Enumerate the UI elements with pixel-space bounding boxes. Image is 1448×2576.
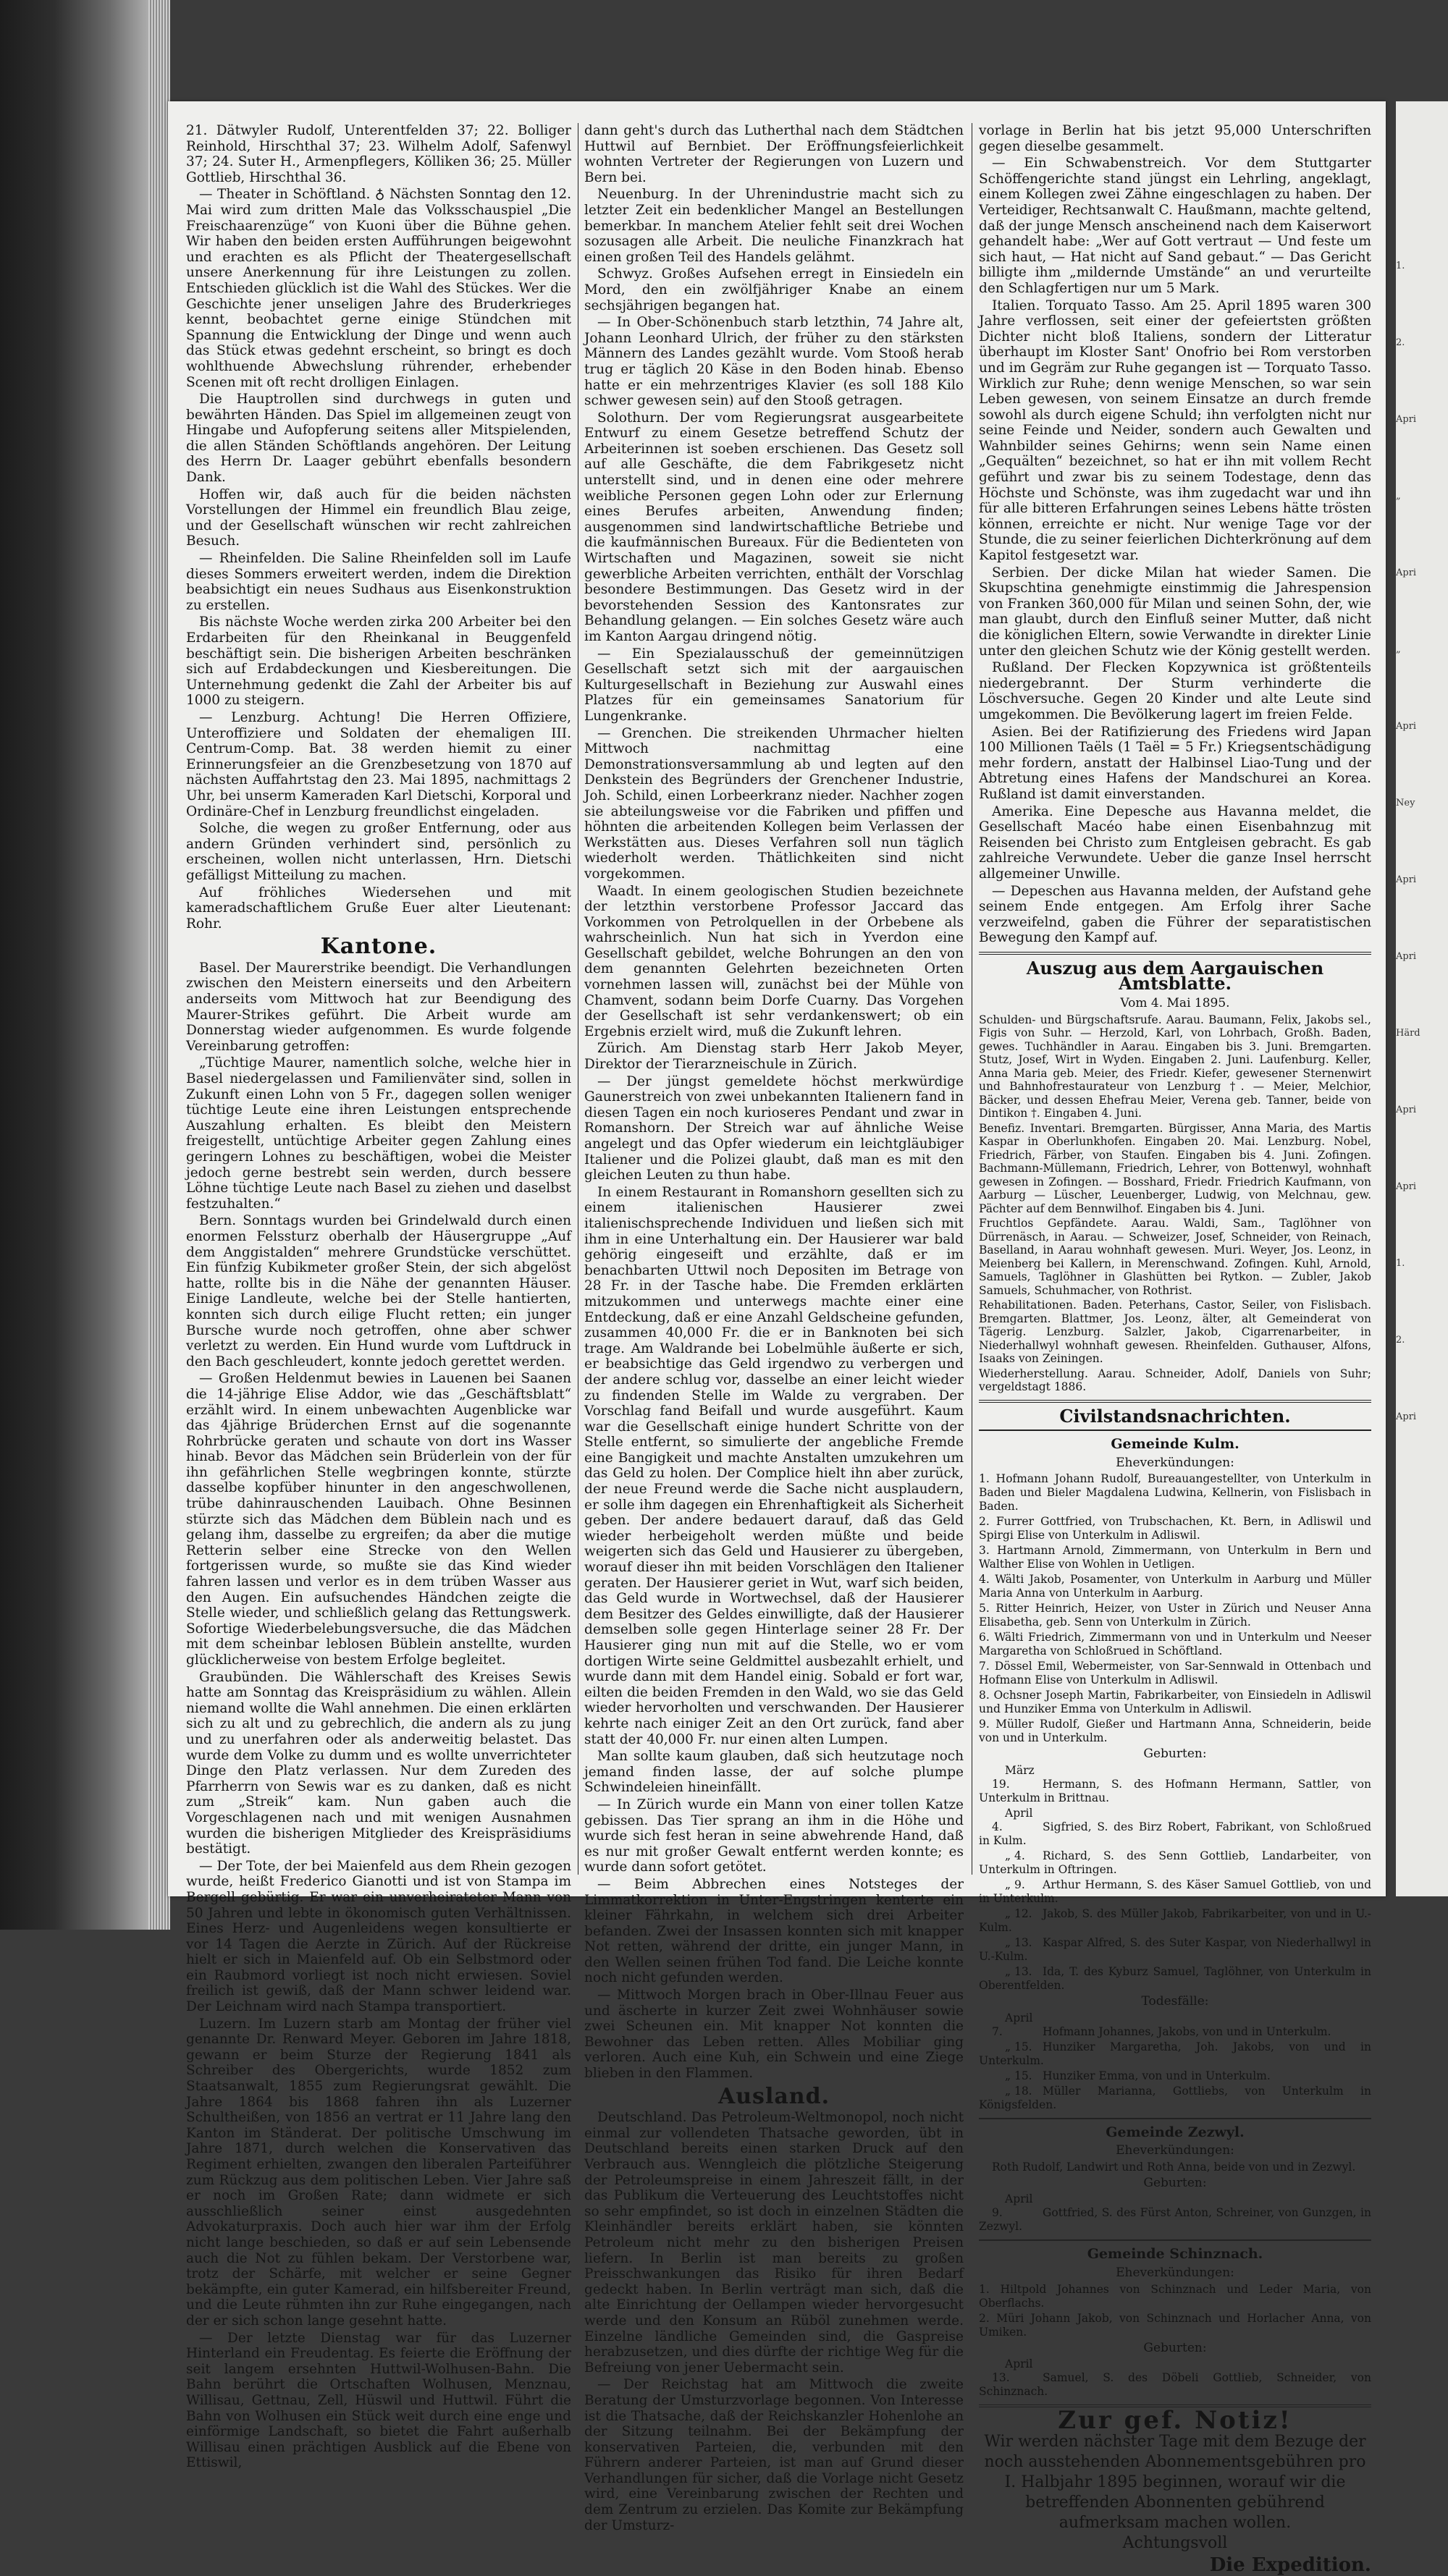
article-deutschland: Deutschland. Das Petroleum-Weltmonopol, noch nicht einmal zur vollendeten Thatsache geworden, übt in Deutschland bereits einen starken Druck auf den Verbrauch aus. Wenngleich die plötzliche Steigerung der Petroleumspreise in einem Jahreszeit fällt, in der das Publikum die Verteuerung des Leuchtstoffes nicht so sehr empfindet, so ist doch in einzelnen Städten die Kleinhändler bereits erklärt haben, sie könnten Petroleum nicht mehr zu den bisherigen Preisen liefern. In Berlin ist man bereits zu großen Preisschwankungen das Risiko für ihren Bedarf gedeckt haben. In Berlin verträgt man sich, daß die alte Einrichtung der Oellampen wieder hervorgesucht werde und den Konsum an Rüböl zunehmen werde. Einzelne ländliche Gemeinden sind, die Gaspreise herabzusetzen, und dies dürfte der richtige Weg für die Befreiung von jener Uebermacht sein. [584,2110,964,2376]
amtsblatt-schulden: Schulden- und Bürgschaftsrufe. Aarau. Baumann, Felix, Jakobs sel., Figis von Suhr. — Herzold, Karl, von Lohrbach, Großh. Baden, gewes. Tuchhändler in Aarau. Eingaben bis 3. Juni. Bremgarten. Stutz, Josef, Wirt in Wyden. Eingaben 2. Juni. Laufenburg. Keller, Anna Maria geb. Meier, des Friedr. Kiefer, gewesener Sternenwirt und Bahnhofrestaurateur von Lenzburg †. — Meier, Melchior, Bäcker, und dessen Ehefrau Meier, Verena geb. Tanner, beide von Dintikon †. Eingaben 4. Juni. [979,1013,1371,1120]
entry-text: Hofmann Johannes, Jakobs, von und in Unterkulm. [1043,2024,1331,2038]
adjacent-page-fragment: 1. [1396,261,1405,271]
article-zuerich: Zürich. Am Dienstag starb Herr Jakob Meyer, Direktor der Tierarzneischule in Zürich. [584,1041,964,1073]
article-zuerich-6: — Beim Abbrechen eines Notsteges der Limmatkorrektion in Unter-Engstringen kenterte ein kleiner Fährkahn, in welchem sich drei Arbeiter befanden. Zwei der Insassen konnten sich mit knapper Not retten, während der dritte, ein junger Mann, in den Wellen seinen frühen Tod fand. Die Leiche konnte noch nicht gefunden werden. [584,1876,964,1986]
article-zuerich-2: — Der jüngst gemeldete höchst merkwürdige Gaunerstreich von zwei unbekannten Italienern fand in diesen Tagen ein noch kurioseres Pendant und zwar in Romanshorn. Der Streich war auf ähnliche Weise angelegt und das Opfer wiederum ein leichtgläubiger Italiener und die Polizei glaubt, daß man es mit den gleichen Leuten zu thun habe. [584,1073,964,1183]
entry-date: „ 13. [1005,1936,1032,1950]
list-item: 8. Ochsner Joseph Martin, Fabrikarbeiter, von Einsiedeln in Adliswil und Hunziker Emma von Unterkulm in Adliswil. [979,1689,1371,1716]
adjacent-page-fragment: Apri [1396,567,1417,578]
section-divider [979,952,1371,955]
adjacent-page-fragment: „ [1396,491,1401,502]
list-item [979,1878,1371,1906]
article-luzern-2: — Der letzte Dienstag war für das Luzerner Hinterland ein Freudentag. Es feierte die Eröffnung der seit langem ersehnten Huttwil-Wolhusen-Bahn. Die Bahn berührt die Ortschaften Wolhusen, Menznau, Willisau, Gettnau, Zell, Hüswil und Huttwil. Führt die Bahn von Wolhusen ein Stück weit durch eine enge und einförmige Landschaft, so bietet die Fahrt außerhalb Willisau einen prächtigen Ausblick auf die Ebene von Ettiswil, [186,2330,571,2471]
entry-text: Sigfried, S. des Birz Robert, Fabrikant, von Schloßrued in Kulm. [979,1820,1371,1848]
article-bern-2: — Großen Heldenmut bewies in Lauenen bei Saanen die 14-jährige Elise Addor, wie das „Geschäftsblatt“ erzählt wird. In einem unbewachten Augenblicke war das 4jährige Brüderchen Ernst auf die sogenannte Rohrbrücke geraten und schaute von dort ins Wasser hinab. Bevor das Mädchen sein Brüderlein von der für ihn gefährlichen Stelle wegbringen konnte, stürzte dasselbe kopfüber hinunter in den angeschwollenen, trübe dahinrauschenden Lauibach. Ohne Besinnen stürzte sich das Mädchen dem Büblein nach und es gelang ihm, dasselbe zu ergreifen; da aber die mutige Retterin selber eine Strecke von den Wellen fortgerissen wurde, so mußte sie das Kind wieder fahren lassen und verlor es in dem trüben Wasser aus den Augen. Ein aufsuchendes Händchen zeigte die Stelle wieder, und schließlich gelang das Rettungswerk. Sofortige Wiederbelebungsversuche, die das Mädchen mit dem scheinbar leblosen Büblein anstellte, wurden glücklicherweise von bestem Erfolge begleitet. [186,1371,571,1668]
entry-text: Jakob, S. des Müller Jakob, Fabrikarbeiter, von und in U.-Kulm. [979,1907,1371,1935]
todesfaelle-label: Todesfälle: [1141,1994,1209,2009]
list-item [979,1965,1371,1993]
article-zuerich-7: — Mittwoch Morgen brach in Ober-Illnau Feuer aus und äscherte in kurzer Zeit zwei Wohnhäuser sowie zwei Scheunen ein. Mit knapper Not konnten die Bewohner das Leben retten. Alles Mobiliar ging verloren. Auch eine Kuh, ein Schwein und eine Ziege blieben in den Flammen. [584,1988,964,2082]
article-zuerich-3: In einem Restaurant in Romanshorn gesellten sich zu einem italienischen Hausierer zwei italienischsprechende Individuen und ließen sich mit ihm in eine Unterhaltung ein. Der Hausierer war bald gehörig eingeseift und erzählte, daß er im benachbarten Uttwil noch Depositen im Betrage von 28 Fr. in der Tasche habe. Die Fremden erklärten mitzukommen und unterwegs machte einer eine Entdeckung, daß er eine Anzahl Geldscheine gefunden, zusammen 40,000 Fr. die er in Banknoten bei sich trage. Am Waldrande bei Lobelmühle äußerte er sich, er beabsichtige das Geld irgendwo zu verbergen und der andere schlug vor, dasselbe an einer leicht wieder zu findenden Stelle im Walde zu vergraben. Der Vorschlag fand Beifall und wurde ausgeführt. Kaum war die Gesellschaft einige hundert Schritte von der Stelle entfernt, so simulierte der angebliche Fremde eine Bangigkeit und machte Anstalten umzukehren um das Geld zu holen. Der Complice hielt ihn aber zurück, der neue Freund werde die Sache nicht ausplaudern, er solle ihm dagegen ein Ehrenhaftigkeit als Sicherheit geben. Der andere bedauert darauf, daß das Geld wieder herbeigeholt werden müßte und beide weigerten sich das Geld und Hausierer zu übergeben, worauf dieser ihn mit beiden Vorschlägen den Italiener geraten. Der Hausierer geriet in Wut, warf sich beiden, das Geld wurde in Wortwechsel, daß der Hausierer dem Besitzer des Geldes einwilligte, daß der Hausierer demselben solle gegen Hinterlage seiner 28 Fr. Der Hausierer ging nun mit auf die Stelle, wo er vom dortigen Wirte seine Geldmittel ausbezahlt erhielt, und wurde dann mit dem Handel einig. Sobald er fort war, eilten die beiden Fremden in den Wald, wo sie das Geld wieder hervorholten und verschwanden. Der Hausierer kehrte nach einiger Zeit an den Ort zurück, fand aber statt der 40,000 Fr. nur einen alten Lumpen. [584,1184,964,1747]
section-divider [979,2118,1371,2119]
gemeinde-zezwyl-heading: Gemeinde Zezwyl. [1106,2124,1245,2140]
article-theater-wish: Hoffen wir, daß auch für die beiden nächsten Vorstellungen der Himmel ein freundlich Blau zeige, und der Gesellschaft wünschen wir recht zahlreichen Besuch. [186,486,571,549]
list-item: 2. Müri Johann Jakob, von Schinznach und Horlacher Anna, von Umiken. [979,2311,1371,2339]
geburten-label: Geburten: [1143,1747,1207,1762]
list-item [979,2011,1371,2039]
section-divider [979,1400,1371,1403]
adjacent-page-fragment: 2. [1396,337,1405,348]
list-item [979,2069,1371,2083]
article-graubuenden-2: — Der Tote, der bei Maienfeld aus dem Rhein gezogen wurde, heißt Frederico Gianotti und ist von Stampa im Bergell gebürtig. Er war ein unverheirateter Mann von 50 Jahren und lebte in ökonomisch guten Verhältnissen. Eines Herz- und Augenleidens wegen konsultierte er vor 14 Tagen die Aerzte in Zürich. Auf der Rückreise hielt er sich in Maienfeld auf. Ob ein Selbstmord oder ein Raubmord vorliegt ist noch nicht erwiesen. Soviel freilich ist gewiß, daß der Mann schwer leidend war. Der Leichnam wird nach Stampa transportiert. [186,1858,571,2015]
notice-signature: Die Expedition. [1209,2554,1371,2576]
adjacent-page-fragment: Apri [1396,1411,1417,1422]
list-item [979,1807,1371,1848]
adjacent-page-edge [1396,101,1448,1896]
amtsblatt-gepfaendete: Fruchtlos Gepfändete. Aarau. Waldi, Sam., Taglöhner von Dürrenäsch, in Aarau. — Schweizer, Josef, Schneider, von Reinach, Baselland, in Aarau wohnhaft gewesen. Muri. Weyer, Jos. Leonz, in Meienberg bei Kallern, in Merenschwand. Zofingen. Kuhl, Arnold, Samuels, Taglöhner in Glashütten bei Rytkon. — Zubler, Jakob Samuels, Schuhmacher, von Rothrist. [979,1217,1371,1297]
entry-date: „ 12. [1005,1907,1032,1921]
article-russland: Rußland. Der Flecken Kopzywnica ist größtenteils niedergebrannt. Der Sturm verhinderte die Löschversuche. Gegen 20 Kinder und alte Leute sind umgekommen. Die Bevölkerung lagert im freien Felde. [979,660,1371,722]
list-item: 1. Hiltpold Johannes von Schinznach und Leder Maria, von Oberflachs. [979,2282,1371,2310]
geburten-label: Geburten: [1143,2175,1207,2190]
entry-date: „ 15. [1005,2040,1032,2053]
article-serbien: Serbien. Der dicke Milan hat wieder Samen. Die Skupschtina genehmigte einstimmig die Jahrespension von Franken 360,000 für Milan und seinen Sohn, der, wie man glaubt, durch den Einfluß seiner Mutter, daß nicht die königlichen Eltern, sowie Verwandte in direkter Linie unter den gleichen Schutz wie der König gestellt werden. [979,565,1371,659]
section-divider [979,1430,1371,1431]
list-item [979,1936,1371,1964]
article-zuerich-4: Man sollte kaum glauben, daß sich heutzutage noch jemand finden lasse, der auf solche plumpe Schwindeleien hineinfällt. [584,1749,964,1796]
section-heading-ausland: Ausland. [717,2083,830,2109]
entry-text: Müller Marianna, Gottliebs, von Unterkulm in Königsfelden. [979,2084,1371,2111]
amtsblatt-inventar: Benefiz. Inventari. Bremgarten. Bürgisser, Anna Maria, des Martis Kaspar in Oberlunkhofen. Eingaben 20. Mai. Lenzburg. Nobel, Friedrich, Färber, von Staufen. Eingaben bis 4. Juni. Zofingen. Bachmann-Müllemann, Friedrich, Lehrer, von Bottenwyl, wohnhaft gewesen in Zofingen. — Bosshard, Friedr. Friedrich Kaufmann, von Aarburg — Lüscher, Leuenberger, Ludwig, von Melchnau, gew. Pächter auf dem Bennwilhof. Eingaben bis 4. Juni. [979,1121,1371,1215]
article-deutschland-2: — Der Reichstag hat am Mittwoch die zweite Beratung der Umsturzvorlage begonnen. Von Interesse ist die Thatsache, daß der Reichskanzler Hohenlohe an der Sitzung teilnahm. Bei der Bekämpfung der konservativen Parteien, die, verbunden mit den Führern anderer Parteien, ist man auf Grund dieser Verhandlungen für sicher, daß die Vorlage nicht Gesetz wird, eine Vereinbarung zwischen der Rechten und dem Zentrum zu erzielen. Das Komite zur Bekämpfung der Umsturz- [584,2377,964,2533]
entry-text: Hunziker Emma, von und in Unterkulm. [1043,2069,1271,2082]
entry-date: April 4. [992,1807,1033,1834]
article-luzern-cont: dann geht's durch das Lutherthal nach dem Städtchen Huttwil auf Bernbiet. Der Eröffnungsfeierlichkeit wohnten Vertreter der Regierungen von Luzern und Bern bei. [584,123,964,185]
article-asien: Asien. Bei der Ratifizierung des Friedens wird Japan 100 Millionen Taëls (1 Taël = 5 Fr.) Kriegsentschädigung mehr fordern, anstatt der Halbinsel Liao-Tung und der Abtretung eines Hafens der Mandschurei an Korea. Rußland ist damit einverstanden. [979,724,1371,802]
adjacent-page-fragment: 1. [1396,1258,1405,1269]
entry-date: April 7. [992,2011,1033,2038]
list-item: 6. Wälti Friedrich, Zimmermann von und in Unterkulm und Neeser Margaretha von Schloßrued in Schöftland. [979,1631,1371,1658]
entry-date: April 9. [992,2192,1033,2220]
eheverkuendungen-label: Eheverkündungen: [1116,1455,1234,1470]
article-theater-roles: Die Hauptrollen sind durchwegs in guten und bewährten Händen. Das Spiel im allgemeinen zeugt von Hingabe und Aufopferung seitens aller Mitspielenden, die allen Ständen Schöftlands angehören. Der Leitung des Herrn Dr. Laager gebührt ebenfalls besondern Dank. [186,392,571,486]
entry-text: Samuel, S. des Döbeli Gottlieb, Schneider, von Schinznach. [979,2371,1371,2399]
adjacent-page-fragment: Ney [1396,798,1415,808]
newspaper-page [168,101,1386,2576]
article-rheinfelden-2: Bis nächste Woche werden zirka 200 Arbeiter bei den Erdarbeiten für den Rheinkanal in Beuggenfeld beschäftigt sein. Die bisherigen Arbeiten beschränken sich auf Erdabdeckungen und Kiesbereitungen. Die Unternehmung gedenkt die Zahl der Arbeiter bis auf 1000 zu steigern. [186,615,571,709]
entry-date: „ 13. [1005,1965,1032,1979]
entry-text: Kaspar Alfred, S. des Suter Kaspar, von Niederhallwyl in U.-Kulm. [979,1936,1371,1964]
adjacent-page-fragment: Apri [1396,951,1417,962]
list-item [979,2357,1371,2399]
book-binding [0,0,156,1930]
amtsblatt-wiederherstellung: Wiederherstellung. Aarau. Schneider, Adolf, Daniels von Suhr; vergeldstagt 1886. [979,1367,1371,1394]
article-neuenburg: Neuenburg. In der Uhrenindustrie macht sich zu letzter Zeit ein bedenklicher Mangel an Bestellungen bemerkbar. In manchem Atelier fehlt seit drei Wochen sozusagen alle Arbeit. Die neuliche Finanzkrach hat einen großen Teil des Handels gelähmt. [584,187,964,265]
article-rheinfelden: — Rheinfelden. Die Saline Rheinfelden soll im Laufe dieses Sommers erweitert werden, indem die Direktion beabsichtigt ein neues Sudhaus aus Eisenkonstruktion zu erstellen. [186,551,571,613]
article-schwabenstreich: — Ein Schwabenstreich. Vor dem Stuttgarter Schöffengerichte stand jüngst ein Lehrling, angeklagt, einem Kollegen zwei Zähne eingeschlagen zu haben. Der Verteidiger, Rechtsanwalt C. Haußmann, machte geltend, daß der junge Mensch anscheinend nach dem Kaiserwort gehandelt habe: „Wer auf Gott vertraut — Und feste um sich haut, — Hat nicht auf Sand gebaut.“ — Das Gericht billigte ihm „mildernde Umstände“ an und verurteilte den Schlagfertigen nur um 5 Mark. [979,156,1371,296]
list-item [979,2040,1371,2068]
article-lenzburg: — Lenzburg. Achtung! Die Herren Offiziere, Unteroffiziere und Soldaten der ehemaligen III. Centrum-Comp. Bat. 38 werden hiemit zu einer Erinnerungsfeier an die Grenzbesetzung von 1870 auf nächsten Auffahrtstag den 23. Mai 1895, nachmittags 2 Uhr, bei unserm Kameraden Karl Dietschi, Korporal und Ordinäre-Chef in Lenzburg freundlichst eingeladen. [186,709,571,819]
adjacent-page-fragment: Härd [1396,1028,1420,1039]
article-luzern: Luzern. Im Luzern starb am Montag der früher viel genannte Dr. Renward Meyer. Geboren im Jahre 1818, gewann er beim Sturze der Regierung 1841 als Schreiber des Obergerichts, wurde 1852 zum Staatsanwalt, 1855 zum Regierungsrat gewählt. Die Jahre 1864 bis 1868 fahren ihn als Luzerner Schultheißen, von 1856 an vertrat er 11 Jahre lang den Kanton im Ständerat. Der politische Umschwung im Jahre 1871, durch welchen die Konservativen das Regiment erhielten, zwangen den liberalen Parteiführer zum Rückzug aus dem politischen Leben. Vier Jahre saß er noch im Großen Rate; dann widmete er sich ausschließlich seiner einst ausgedehnten Advokaturpraxis. Doch auch hier war ihm der Erfolg nicht lange beschieden, so daß er auf sein Lebensende auch die Not zu fühlen bekam. Der Verstorbene war, trotz der Schärfe, mit welcher er seine Gegner bekämpfte, ein guter Kamerad, ein hilfsbereiter Freund, und die Leute rühmten ihn zur Ruhe eingegangen, nach der er sich schon lange gesehnt hatte. [186,2016,571,2328]
adjacent-page-fragment: Apri [1396,874,1417,885]
geburten-label: Geburten: [1143,2340,1207,2355]
section-heading-kantone: Kantone. [320,934,437,960]
article-theater: — Theater in Schöftland. ♁ Nächsten Sonntag den 12. Mai wird zum dritten Male das Volksschauspiel „Die Freischaarenzüge“ von Kuoni über die Bühne gehen. Wir haben den beiden ersten Aufführungen beigewohnt und erachten es als Pflicht der Theatergesellschaft unsere Anerkennung für ihre Leistungen zu zollen. Entschieden glücklich ist die Wahl des Stückes. Wer die Geschichte jener unseligen Jahre des Bruderkrieges kennt, beobachtet gerne einige Stündchen mit Spannung die Entwicklung der Dinge und wenn auch das Stück etwas gedehnt erscheint, so bringt es doch wohlthuende Abwechslung rührender, erhebender Scenen mit oft recht drolligen Einlagen. [186,187,571,390]
gemeinde-kulm-heading: Gemeinde Kulm. [1111,1436,1239,1453]
entry-date: März 19. [992,1764,1035,1791]
article-lenzburg-2: Solche, die wegen zu großer Entfernung, oder aus andern Gründen verhindert sind, persönlich zu erscheinen, wollen nicht unterlassen, Hrn. Dietschi gefälligst Mitteilung zu machen. [186,821,571,883]
adjacent-page-fragment: „ [1396,644,1401,655]
column-2 [584,123,964,2533]
entry-date: „ 9. [1005,1878,1025,1892]
list-item: 5. Ritter Heinrich, Heizer, von Uster in Zürich und Neuser Anna Elisabetha, geb. Senn von Unterkulm in Zürich. [979,1602,1371,1629]
article-schwyz: Schwyz. Großes Aufsehen erregt in Einsiedeln ein Mord, den ein zwölfjähriger Knabe an einem sechsjährigen begangen hat. [584,266,964,313]
section-divider [979,2239,1371,2241]
gemeinde-schinznach-heading: Gemeinde Schinznach. [1087,2246,1263,2263]
entry-text: Arthur Hermann, S. des Käser Samuel Gottlieb, von und in Unterkulm. [979,1878,1371,1906]
eheverkuendungen-label: Eheverkündungen: [1116,2143,1234,2158]
notice-body: Wir werden nächster Tage mit dem Bezuge der noch ausstehenden Abonnementsgebühren pro I. Halbjahr 1895 beginnen, worauf wir die betreffenden Abonnenten gebührend aufmerksam machen wollen. [984,2432,1366,2532]
adjacent-page-fragment: Apri [1396,1181,1417,1192]
list-item: Roth Rudolf, Landwirt und Roth Anna, beide von und in Zezwyl. [992,2160,1356,2174]
amtsblatt-date: Vom 4. Mai 1895. [1120,996,1230,1011]
list-item: 4. Wälti Jakob, Posamenter, von Unterkulm in Aarburg und Müller Maria Anna von Unterkulm in Aarburg. [979,1573,1371,1600]
column-3 [979,123,1371,2576]
eheverkuendungen-list [979,2283,1371,2339]
article-lenzburg-3: Auf fröhliches Wiedersehen und mit kameradschaftlichem Gruße Euer alter Lieutenant: Rohr. [186,884,571,932]
eheverkuendungen-label: Eheverkündungen: [1116,2265,1234,2280]
list-item: 9. Müller Rudolf, Gießer und Hartmann Anna, Schneiderin, beide von und in Unterkulm. [979,1718,1371,1745]
amtsblatt-rehabilitation: Rehabilitationen. Baden. Peterhans, Castor, Seiler, von Fislisbach. Bremgarten. Blattmer, Jos. Leonz, älter, alt Gemeinderat von Tägerig. Lenzburg. Salzler, Jakob, Cigarrenarbeiter, in Niederhallwyl wohnhaft gewesen. Rheinfelden. Guthauser, Alfons, Isaaks von Zeiningen. [979,1298,1371,1366]
entry-text: Richard, S. des Senn Gottlieb, Landarbeiter, von Unterkulm in Oftringen. [979,1849,1371,1877]
notice-closing: Achtungsvoll [1122,2533,1228,2552]
adjacent-page-fragment: 2. [1396,1335,1405,1346]
list-item [979,2192,1371,2234]
article-amerika: Amerika. Eine Depesche aus Havanna meldet, die Gesellschaft Macéo habe einen Eisenbahnzug mit Reisenden bei Christo zum Entgleisen gebracht. Es gab zahlreiche Verwundete. Ueber die ganze Insel herrscht allgemeiner Unwille. [979,803,1371,882]
civilstand-heading: Civilstandsnachrichten. [1059,1405,1291,1427]
article-bern: Bern. Sonntags wurden bei Grindelwald durch einen enormen Felssturz oberhalb der Häusergruppe „Auf dem Anggistalden“ mehrere Grundstücke verschüttet. Ein fünfzig Kubikmeter großer Stein, der sich abgelöst hatte, rollte bis in die Nähe der genannten Häuser. Einige Landleute, welche bei der Stelle hantierten, konnten sich durch eilige Flucht retten; ein junger Bursche wurde noch getroffen, ohne aber schwer verletzt zu werden. Ein Hund wurde vom Luftdruck in den Bach geschleudert, konnte jedoch gerettet werden. [186,1213,571,1369]
column-1 [186,123,571,2471]
list-continuation: 21. Dätwyler Rudolf, Unterentfelden 37; 22. Bolliger Reinhold, Hirschthal 37; 23. Wilhelm Adolf, Safenwyl 37; 24. Suter H., Armenpflegers, Kölliken 36; 25. Müller Gottlieb, Hirschthal 36. [186,123,571,185]
notice-title: Zur gef. Notiz! [1058,2406,1292,2436]
entry-date: „ 15. [1005,2069,1032,2082]
article-amerika-2: — Depeschen aus Havanna melden, der Aufstand gehe seinem Ende entgegen. Am Erfolg ihrer Sache verzweifelnd, gaben die Führer der separatistischen Bewegung den Kampf auf. [979,883,1371,946]
list-item [979,1764,1371,1805]
list-item: 3. Hartmann Arnold, Zimmermann, von Unterkulm in Bern und Walther Elise von Wohlen in Uetligen. [979,1544,1371,1571]
article-solothurn: Solothurn. Der vom Regierungsrat ausgearbeitete Entwurf zu einem Gesetze betreffend Schutz der Arbeiterinnen ist soeben erschienen. Das Gesetz soll auf alle Geschäfte, die dem Fabrikgesetz nicht unterstellt sind, und in denen eine oder mehrere weibliche Personen gegen Lohn oder zur Erlernung eines Berufes arbeiten, Anwendung finden; ausgenommen sind landwirtschaftliche Betriebe und die kaufmännischen Bureaux. Für die Bedienteten von Wirtschaften und Magazinen, soweit sie nicht gewerbliche Arbeiten verrichten, enthält der Vorschlag besondere Bestimmungen. Das Gesetz wird in der bevorstehenden Session des Kantonsrates zur Behandlung gelangen. — Ein solches Gesetz wäre auch im Kanton Aargau dringend nötig. [584,410,964,644]
adjacent-page-fragment: Apri [1396,721,1417,732]
entry-date: April 13. [992,2357,1033,2385]
article-solothurn-2: — Ein Spezialausschuß der gemeinnützigen Gesellschaft setzt sich mit der aargauischen Kulturgesellschaft in Beziehung zur Auswahl eines Platzes für ein gemeinsames Sanatorium für Lungenkranke. [584,646,964,724]
entry-date: „ 4. [1005,1849,1025,1863]
adjacent-page-fragment: Apri [1396,414,1417,425]
geburten-list [979,1764,1371,1993]
list-item [979,1907,1371,1935]
list-item [979,1849,1371,1877]
article-grenchen: — Grenchen. Die streikenden Uhrmacher hielten Mittwoch nachmittag eine Demonstrationsversammlung ab und legten auf den Denkstein des Begründers der Grenchener Industrie, Joh. Schild, einen Lorbeerkranz nieder. Nachher zogen sie abteilungsweise vor die Fabriken und pfiffen und höhnten die arbeitenden Kollegen beim Verlassen der Werkstätten aus. Dieses Verfahren soll nun täglich wiederholt werden. Thätlichkeiten sind nicht vorgekommen. [584,725,964,882]
article-italien: Italien. Torquato Tasso. Am 25. April 1895 waren 300 Jahre verflossen, seit einer der gefeiertsten größten Dichter nicht bloß Italiens, sondern der Litteratur überhaupt im Kloster Sant' Onofrio bei Rom verstorben und im Gegräm zur Ruhe gegangen ist — Torquato Tasso. Wirklich zur Ruhe; denn wenige Menschen, so war sein Leben gewesen, von seinem Einsatze an durch fremde sowohl als durch eigene Schuld; ihn verfolgten nicht nur seine Feinde und Neider, sondern auch Gewalten und Wahnbilder seines Gehirns; wenn sein Name einen „Gequälten“ bezeichnet, so hat er ihn mit vollem Recht geführt und zwar bis zu seinem Todestage, denn das Höchste und Schönste, was ihm zugedacht war und ihn für alle bitteren Erfahrungen seines Lebens hätte trösten können, erreichte er nicht. Nur wenige Tage vor der Stunde, die zu seiner feierlichen Dichterkrönung auf dem Kapitol festgesetzt war. [979,297,1371,564]
list-item: 1. Hofmann Johann Rudolf, Bureauangestellter, von Unterkulm in Baden und Bieler Magdalena Ludwina, Kellnerin, von Fislisbach in Baden. [979,1472,1371,1513]
eheverkuendungen-list [979,1472,1371,1745]
page-stack-edge [148,0,170,1930]
entry-date: „ 18. [1005,2084,1032,2098]
entry-text: Hermann, S. des Hofmann Hermann, Sattler, von Unterkulm in Brittnau. [979,1778,1371,1805]
adjacent-page-fragment: Apri [1396,1105,1417,1115]
entry-text: Hunziker Margaretha, Joh. Jakobs, von und in Unterkulm. [979,2040,1371,2067]
article-waadt: Waadt. In einem geologischen Studien bezeichnete der letzthin verstorbene Professor Jaccard das Vorkommen von Petrolquellen in der Orbebene als wahrscheinlich. Nun hat sich in Yverdon eine Gesellschaft gebildet, welche Bohrungen an den von dem genannten Gelehrten bezeichneten Orten vornehmen lassen will, zunächst bei der Mühle von Chamvent, sodann beim Dorfe Cuarny. Das Vorgehen der Gesellschaft ist sehr verdankenswert; ob ein Ergebnis erzielt wird, muß die Zukunft lehren. [584,883,964,1039]
entry-text: Ida, T. des Kyburz Samuel, Taglöhner, von Unterkulm in Oberentfelden. [979,1965,1371,1993]
article-schwyz-2: — In Ober-Schönenbuch starb letzthin, 74 Jahre alt, Johann Leonhard Ulrich, der früher zu den stärksten Männern des Landes gezählt wurde. Vom Stooß herab trug er täglich 20 Käse in den Boden hinab. Ebenso hatte er ein mehrzentriges Klavier (es soll 188 Kilo schwer gewesen sein) auf den Stooß getragen. [584,315,964,409]
list-item [979,2085,1371,2112]
article-zuerich-5: — In Zürich wurde ein Mann von einer tollen Katze gebissen. Das Tier sprang an ihm in die Höhe und wurde sich fest heran in seine abwehrende Hand, daß es nur mit großer Gewalt entfernt werden konnte; es wurde dann sofort getötet. [584,1796,964,1875]
article-basel-2: „Tüchtige Maurer, namentlich solche, welche hier in Basel niedergelassen und Familienväter sind, sollen in Zukunft einen Lohn von 5 Fr., dagegen sollen weniger tüchtige Leute eine ihren Leistungen entsprechende Auszahlung erhalten. Es bleibt den Meistern freigestellt, untüchtige Arbeiter gegen Zahlung eines geringern Lohnes zu beschäftigen, wobei die Meister jedoch gerne bestrebt sein werden, durch bessere Löhne tüchtige Leute nach Basel zu ziehen und daselbst festzuhalten.“ [186,1055,571,1212]
list-item: 2. Furrer Gottfried, von Trubschachen, Kt. Bern, in Adliswil und Spirgi Elise von Unterkulm in Adliswil. [979,1515,1371,1542]
article-deutschland-cont: vorlage in Berlin hat bis jetzt 95,000 Unterschriften gegen dieselbe gesammelt. [979,123,1371,154]
entry-text: Gottfried, S. des Fürst Anton, Schreiner, von Gunzgen, in Zezwyl. [979,2206,1371,2234]
article-basel: Basel. Der Maurerstrike beendigt. Die Verhandlungen zwischen den Meistern einerseits und den Arbeitern anderseits vom Mittwoch hat zur Beendigung des Maurer-Strikes geführt. Die Arbeit wurde am Donnerstag wieder aufgenommen. Es wurde folgende Vereinbarung getroffen: [186,960,571,1054]
list-item: 7. Dössel Emil, Webermeister, von Sar-Sennwald in Ottenbach und Hofmann Elise von Unterkulm in Adliswil. [979,1660,1371,1687]
article-graubuenden: Graubünden. Die Wählerschaft des Kreises Sewis hatte am Sonntag das Kreispräsidium zu wählen. Allein niemand wollte die Wahl annehmen. Die einen erklärten sich zu alt und zu gebrechlich, die andern als zu jung und zu unerfahren oder als anderweitig belastet. Das wurde dem Volke zu dumm und es wollte unverrichteter Dinge den Platz verlassen. Nur dem Zureden des Pfarrherrn von Sewis war es zu danken, daß es nicht zum „Streik“ kam. Nun gaben auch die Vorgeschlagenen nach und mit wenigen Ausnahmen wurden die bisherigen Mitglieder des Kreispräsidiums bestätigt. [186,1669,571,1857]
todesfaelle-list [979,2011,1371,2112]
amtsblatt-heading: Auszug aus dem Aargauischen Amtsblatte. [1026,957,1324,994]
